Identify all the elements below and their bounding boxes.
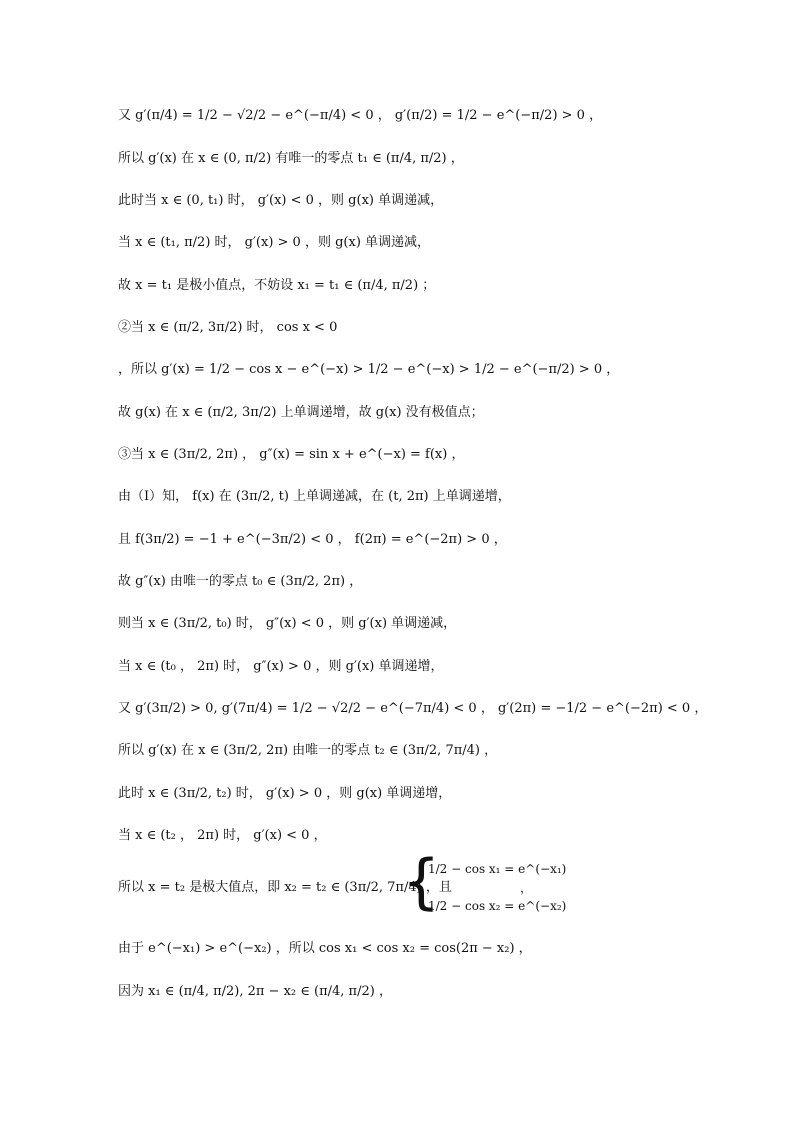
text-line: 且 f(3π/2) = −1 + e^(−3π/2) < 0 ， f(2π) = e^(−2π) > 0 ， [118, 532, 507, 547]
text-line: 故 g″(x) 由唯一的零点 t₀ ∈ (3π/2, 2π) ， [118, 574, 363, 589]
text-line: 又 g′(π/4) = 1/2 − √2/2 − e^(−π/4) < 0 ， g′(π/2) = 1/2 − e^(−π/2) > 0 ， [118, 108, 603, 123]
text-line: 因为 x₁ ∈ (π/4, π/2), 2π − x₂ ∈ (π/4, π/2) ， [118, 984, 392, 999]
text-line: 此时 x ∈ (3π/2, t₂) 时， g′(x) > 0 ，则 g(x) 单调递增， [118, 786, 452, 801]
text-line: 当 x ∈ (t₀ ， 2π) 时， g″(x) > 0 ，则 g′(x) 单调递增， [118, 659, 444, 674]
text-line: 当 x ∈ (t₁, π/2) 时， g′(x) > 0 ，则 g(x) 单调递减， [118, 235, 431, 250]
text-line: ②当 x ∈ (π/2, 3π/2) 时， cos x < 0 [118, 320, 338, 335]
system-equation-1: 1/2 − cos x₁ = e^(−x₁) [428, 862, 567, 876]
text-line: 此时当 x ∈ (0, t₁) 时， g′(x) < 0 ，则 g(x) 单调递减， [118, 193, 444, 208]
text-line: 则当 x ∈ (3π/2, t₀) 时， g″(x) < 0 ，则 g′(x) 单调递减， [118, 616, 457, 631]
text-line: ③当 x ∈ (3π/2, 2π) ， g″(x) = sin x + e^(−x) = f(x) ， [118, 447, 465, 462]
text-line: 又 g′(3π/2) > 0, g′(7π/4) = 1/2 − √2/2 − e^(−7π/4) < 0 ， g′(2π) = −1/2 − e^(−2π) < 0 ， [118, 701, 708, 716]
system-tail: ， [520, 881, 533, 895]
text-line: 故 x = t₁ 是极小值点，不妨设 x₁ = t₁ ∈ (π/4, π/2) ； [118, 278, 436, 293]
text-line: ，所以 g′(x) = 1/2 − cos x − e^(−x) > 1/2 − e^(−x) > 1/2 − e^(−π/2) > 0 ， [118, 362, 620, 377]
text-line: 所以 g′(x) 在 x ∈ (0, π/2) 有唯一的零点 t₁ ∈ (π/4, π/2) ， [118, 151, 464, 166]
left-brace: { [402, 847, 441, 917]
text-line: 所以 g′(x) 在 x ∈ (3π/2, 2π) 由唯一的零点 t₂ ∈ (3π/2, 7π/4) ， [118, 743, 498, 758]
system-equation-2: 1/2 − cos x₂ = e^(−x₂) [428, 899, 567, 913]
text-line: 所以 x = t₂ 是极大值点，即 x₂ = t₂ ∈ (3π/2, 7π/4) ，且 [118, 880, 452, 895]
text-line: 故 g(x) 在 x ∈ (π/2, 3π/2) 上单调递增，故 g(x) 没有极值点； [118, 405, 484, 420]
text-line: 由（Ⅰ）知， f(x) 在 (3π/2, t) 上单调递减，在 (t, 2π) 上单调递增， [118, 489, 511, 504]
text-line: 由于 e^(−x₁) > e^(−x₂) ，所以 cos x₁ < cos x₂ = cos(2π − x₂) ， [118, 941, 532, 956]
text-line: 当 x ∈ (t₂ ， 2π) 时， g′(x) < 0 ， [118, 828, 327, 843]
